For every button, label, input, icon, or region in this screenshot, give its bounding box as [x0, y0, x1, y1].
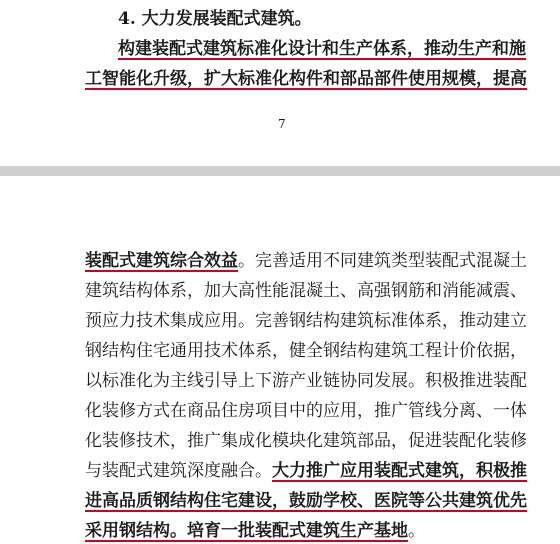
body-line-8 — [85, 460, 527, 482]
highlighted-phrase: 装配式建筑综合效益 — [85, 251, 238, 271]
body-line-7: 化装修技术，推广集成化模块化建筑部品，促进装配化装修 — [85, 431, 527, 451]
body-line-3: 预应力技术集成应用。完善钢结构建筑标准体系，推动建立 — [85, 311, 527, 331]
line-text: 。完善适用不同建筑类型装配式混凝土 — [238, 251, 527, 271]
highlighted-phrase: 大力推广应用装配式建筑，积极推 — [272, 461, 527, 481]
body-line-4: 钢结构住宅通用技术体系，健全钢结构建筑工程计价依据， — [85, 341, 527, 361]
body-line-1 — [85, 250, 527, 272]
body-line-1: 构建装配式建筑标准化设计和生产体系，推动生产和施 — [118, 39, 526, 59]
line-text: 。 — [408, 521, 425, 541]
body-line-10 — [85, 520, 425, 542]
body-line-9: 进高品质钢结构住宅建设，鼓励学校、医院等公共建筑优先 — [85, 491, 527, 511]
page-number: 7 — [278, 117, 286, 131]
body-line-2: 工智能化升级，扩大标准化构件和部品部件使用规模，提高 — [85, 69, 527, 89]
body-line-5: 以标准化为主线引导上下游产业链协同发展。积极推进装配 — [85, 371, 527, 391]
document-page-8 — [0, 176, 560, 544]
highlighted-phrase: 采用钢结构。培育一批装配式建筑生产基地 — [85, 521, 408, 541]
line-text: 与装配式建筑深度融合。 — [85, 461, 272, 481]
body-line-2: 建筑结构体系，加大高性能混凝土、高强钢筋和消能减震、 — [85, 281, 527, 301]
document-page-7 — [0, 0, 560, 166]
page-gap — [0, 166, 560, 176]
body-line-6: 化装修方式在商品住房项目中的应用，推广管线分离、一体 — [85, 401, 527, 421]
section-heading: 4. 大力发展装配式建筑。 — [118, 9, 312, 29]
